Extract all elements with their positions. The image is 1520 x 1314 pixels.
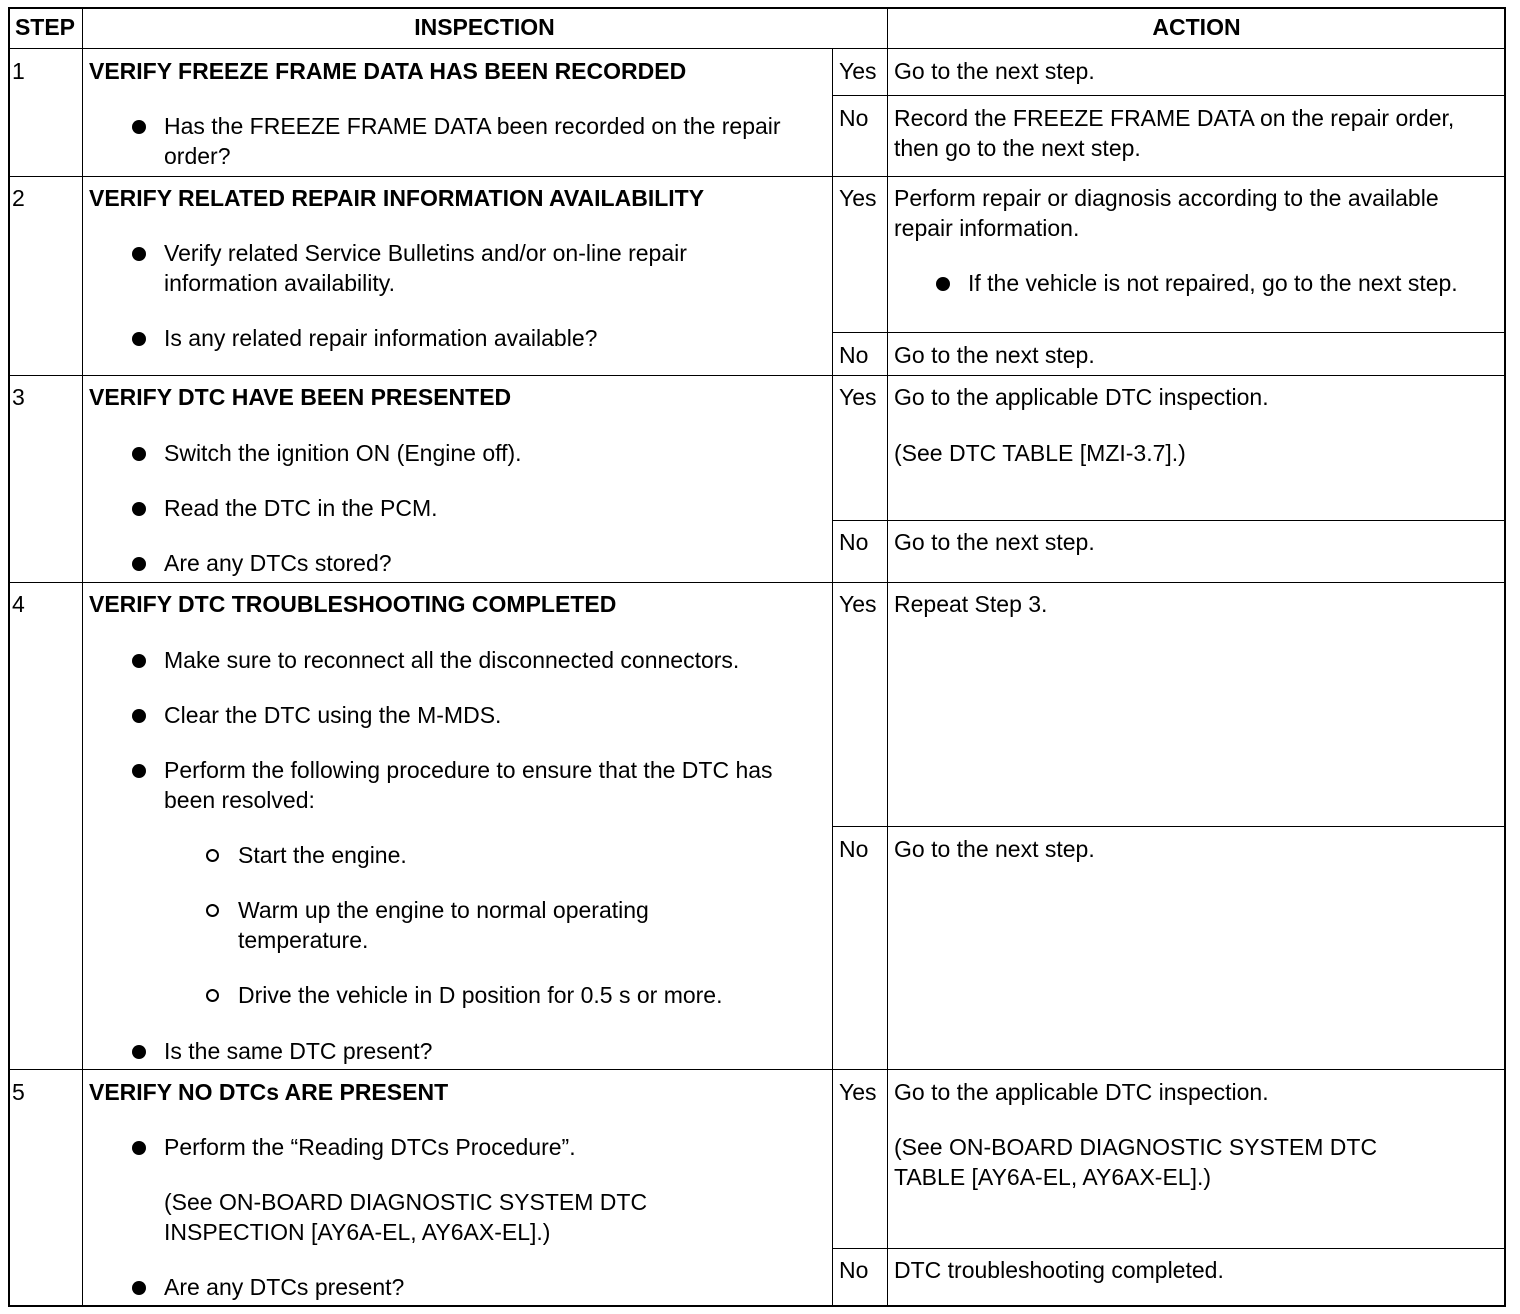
inspection-bullet: Are any DTCs stored?: [164, 550, 392, 576]
inspection-bullet: Is any related repair information available?: [164, 325, 598, 351]
step-title: VERIFY NO DTCs ARE PRESENT: [89, 1079, 449, 1105]
bullet-icon: [936, 277, 950, 291]
yes-action: Go to the applicable DTC inspection.: [894, 1079, 1269, 1105]
yes-label: Yes: [839, 1079, 877, 1105]
bullet-icon: [132, 247, 146, 261]
yes-no-divider-4: [832, 826, 1506, 827]
col-divider-action: [887, 7, 888, 1307]
yes-label: Yes: [839, 591, 877, 617]
inspection-bullet: Verify related Service Bulletins and/or on-line repair information availability.: [164, 240, 687, 296]
step-number: 4: [12, 591, 25, 617]
bullet-icon: [132, 447, 146, 461]
no-label: No: [839, 105, 869, 131]
step-number: 2: [12, 185, 25, 211]
yes-label: Yes: [839, 58, 877, 84]
no-action: Record the FREEZE FRAME DATA on the repair order, then go to the next step.: [894, 105, 1455, 161]
step-number: 1: [12, 58, 25, 84]
no-action: DTC troubleshooting completed.: [894, 1257, 1224, 1283]
yes-label: Yes: [839, 185, 877, 211]
yes-action: Perform repair or diagnosis according to the available repair information.: [894, 185, 1439, 241]
inspection-bullet: Clear the DTC using the M-MDS.: [164, 702, 502, 728]
inspection-bullet: Switch the ignition ON (Engine off).: [164, 440, 522, 466]
sub-bullet-icon: [206, 849, 219, 862]
yes-action: Repeat Step 3.: [894, 591, 1048, 617]
header-step: STEP: [14, 14, 76, 40]
inspection-sub-bullet: Warm up the engine to normal operating temperature.: [238, 897, 649, 953]
step-title: VERIFY DTC TROUBLESHOOTING COMPLETED: [89, 591, 617, 617]
row-divider-3: [8, 582, 1506, 583]
no-label: No: [839, 342, 869, 368]
header-inspection: INSPECTION: [414, 14, 555, 40]
yes-action-reference: (See ON-BOARD DIAGNOSTIC SYSTEM DTC TABLE [AY6A-EL, AY6AX-EL].): [894, 1134, 1378, 1190]
yes-no-divider-3: [832, 520, 1506, 521]
row-divider-2: [8, 375, 1506, 376]
bullet-icon: [132, 120, 146, 134]
no-label: No: [839, 529, 869, 555]
yes-action-reference: (See DTC TABLE [MZI-3.7].): [894, 440, 1186, 466]
bullet-icon: [132, 1045, 146, 1059]
inspection-bullet: Are any DTCs present?: [164, 1274, 405, 1300]
inspection-bullet: Perform the “Reading DTCs Procedure”.: [164, 1134, 576, 1160]
col-divider-step: [82, 7, 83, 1307]
yes-no-divider-1: [832, 95, 1506, 96]
yes-no-divider-2: [832, 332, 1506, 333]
step-title: VERIFY DTC HAVE BEEN PRESENTED: [89, 384, 512, 410]
yes-no-divider-5: [832, 1248, 1506, 1249]
bullet-icon: [132, 654, 146, 668]
bullet-icon: [132, 764, 146, 778]
row-divider-4: [8, 1069, 1506, 1070]
bullet-icon: [132, 709, 146, 723]
header-divider: [8, 48, 1506, 49]
bullet-icon: [132, 1141, 146, 1155]
yes-action: Go to the next step.: [894, 58, 1095, 84]
bullet-icon: [132, 557, 146, 571]
inspection-bullet: Make sure to reconnect all the disconnected connectors.: [164, 647, 740, 673]
row-divider-1: [8, 176, 1506, 177]
step-number: 5: [12, 1079, 25, 1105]
sub-bullet-icon: [206, 989, 219, 1002]
no-label: No: [839, 836, 869, 862]
yes-action: Go to the applicable DTC inspection.: [894, 384, 1269, 410]
inspection-bullet: Perform the following procedure to ensure that the DTC has been resolved:: [164, 757, 773, 813]
bullet-icon: [132, 332, 146, 346]
no-label: No: [839, 1257, 869, 1283]
no-action: Go to the next step.: [894, 342, 1095, 368]
yes-label: Yes: [839, 384, 877, 410]
step-number: 3: [12, 384, 25, 410]
step-title: VERIFY RELATED REPAIR INFORMATION AVAILABILITY: [89, 185, 705, 211]
no-action: Go to the next step.: [894, 529, 1095, 555]
header-action: ACTION: [1152, 14, 1241, 40]
col-divider-yesno: [832, 48, 833, 1307]
no-action: Go to the next step.: [894, 836, 1095, 862]
inspection-sub-bullet: Start the engine.: [238, 842, 407, 868]
inspection-bullet: Read the DTC in the PCM.: [164, 495, 438, 521]
action-bullet: If the vehicle is not repaired, go to the next step.: [968, 270, 1458, 296]
inspection-sub-bullet: Drive the vehicle in D position for 0.5 s or more.: [238, 982, 723, 1008]
inspection-bullet: Is the same DTC present?: [164, 1038, 433, 1064]
inspection-bullet: Has the FREEZE FRAME DATA been recorded on the repair order?: [164, 113, 781, 169]
bullet-icon: [132, 502, 146, 516]
inspection-reference: (See ON-BOARD DIAGNOSTIC SYSTEM DTC INSPECTION [AY6A-EL, AY6AX-EL].): [164, 1189, 648, 1245]
step-title: VERIFY FREEZE FRAME DATA HAS BEEN RECORDED: [89, 58, 687, 84]
bullet-icon: [132, 1281, 146, 1295]
sub-bullet-icon: [206, 904, 219, 917]
